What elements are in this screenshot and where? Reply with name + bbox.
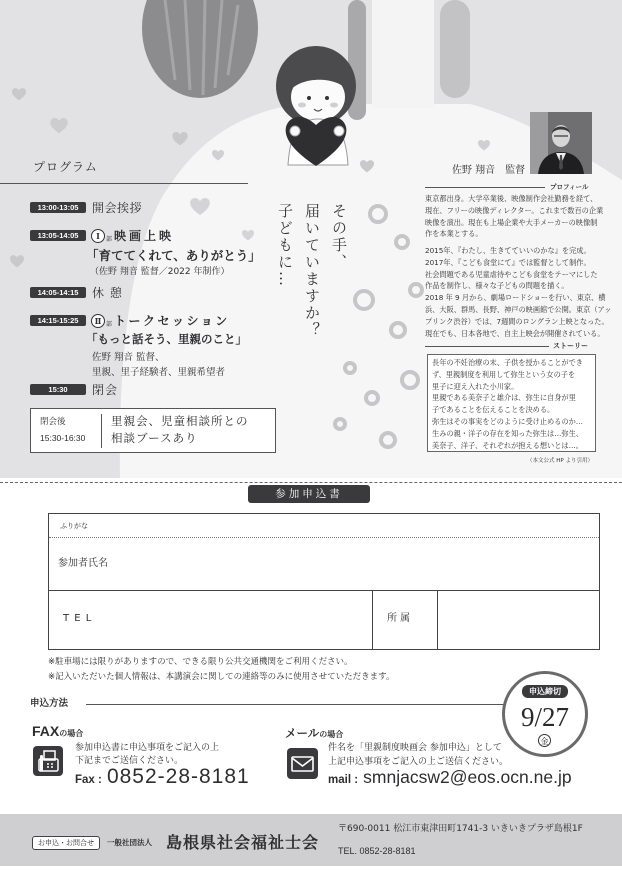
profile-line: プリンク渋谷）では、7週間のロングラン上映となった。: [425, 316, 609, 326]
story-line: 里子に迎え入れた小川家。: [432, 381, 519, 391]
fax-heading: [32, 723, 83, 739]
profile-line: 作を本業とする。: [425, 229, 483, 239]
film-credit: （佐野 翔音 監督／2022 年制作）: [90, 267, 230, 277]
part1-numeral: Ⅰ: [91, 229, 105, 243]
mail-icon: [287, 748, 318, 779]
part1-suffix: 部: [106, 236, 113, 243]
fax-number-label: Fax :: [75, 774, 102, 786]
story-line: ず、里親制度を利用して弥生という女の子を: [432, 369, 576, 379]
furigana-divider: [49, 537, 599, 538]
name-label: 参加者氏名: [58, 558, 108, 569]
application-heading: 申込方法: [30, 698, 69, 709]
deadline-label: 申込締切: [522, 685, 568, 698]
time-badge-break: 14:05-14:15: [30, 287, 86, 298]
organization-tel: TEL. 0852-28-8181: [338, 846, 416, 856]
adult-arm-right: [440, 0, 470, 98]
fax-instruction-2: 下記までご送信ください。: [75, 756, 184, 766]
part2-suffix: 部: [106, 321, 113, 328]
story-source-note: （本文公式 HP より引用）: [527, 458, 593, 464]
mail-address-row: [328, 769, 572, 787]
application-form: [48, 513, 600, 650]
story-line: 長年の不妊治療の末、子供を授かることができ: [432, 358, 583, 367]
girl-eye-right: [325, 96, 329, 100]
profile-line: 現在でも、日本各地で、自主上映会が開催されている。: [425, 328, 605, 338]
application-heading-rule: [86, 704, 504, 705]
catchphrase-line-3: 子どもに…: [276, 203, 294, 288]
girl-eye-left: [307, 96, 311, 100]
profile-heading-rule: [425, 187, 545, 188]
mail-heading-suffix: の場合: [319, 730, 344, 739]
story-line: 里親である美奈子と雄介は、弥生に自身が里: [432, 393, 576, 403]
profile-line: 2015年、『わたし、生きてていいのかな』を完成。: [425, 246, 591, 255]
girl-cheek-right: [330, 103, 338, 108]
speaker-line-1: 佐野 翔音 監督、: [92, 352, 165, 363]
program-item-closing: 閉会: [92, 383, 119, 397]
fax-number-row: [75, 766, 250, 787]
fax-heading-title: FAX: [32, 723, 60, 739]
note-parking: ※駐車場には限りがありますので、できる限り公共交通機関をご利用ください。: [48, 657, 353, 667]
mail-heading: [285, 724, 343, 740]
fax-icon-handset: [40, 755, 43, 771]
fax-heading-suffix: の場合: [59, 729, 84, 738]
organization-type: 一般社団法人: [107, 838, 152, 847]
organization-name: 島根県社会福祉士会: [166, 833, 320, 852]
time-badge-closing: 15:30: [30, 384, 86, 395]
program-item-break: 休 憩: [92, 286, 123, 300]
contact-badge: お申込・お問合せ: [32, 836, 100, 850]
story-heading: ストーリー: [553, 342, 588, 350]
mail-address-label: mail :: [328, 774, 359, 786]
profile-heading: プロフィール: [550, 183, 589, 191]
part2-numeral: Ⅱ: [91, 314, 105, 328]
girl-hand-left: [290, 126, 300, 136]
after-event-label: 閉会後: [40, 417, 66, 427]
program-heading: プログラム: [33, 160, 98, 174]
program-item-opening: 開会挨拶: [92, 201, 143, 215]
director-name: 佐野 翔音 監督: [452, 165, 526, 176]
after-event-line-1: 里親会、児童相談所との: [111, 414, 249, 428]
story-text: [432, 357, 583, 451]
time-badge-opening: 13:00-13:05: [30, 202, 86, 213]
profile-line: 映像を演出。現在も上場企業や大手メーカーの映像制: [425, 217, 598, 227]
program-heading-rule: [0, 183, 248, 184]
after-event-line-2: 相談ブースあり: [111, 431, 198, 445]
note-privacy: ※記入いただいた個人情報は、本講演会に関しての連絡等のみに使用させていただきます。: [48, 672, 395, 682]
adult-sleeve: [372, 0, 434, 108]
affiliation-divider: [437, 590, 438, 649]
furigana-label: ふりがな: [60, 522, 88, 530]
story-line: 子であることを伝えることを決める。: [432, 405, 555, 415]
profile-paragraph-1: [425, 193, 603, 240]
program-item-screening: 映画上映: [114, 229, 175, 243]
fax-icon: [33, 746, 63, 776]
mail-heading-title: メール: [285, 726, 320, 740]
profile-line: 東京都出身。大学卒業後、映像制作会社勤務を経て、: [425, 194, 598, 203]
time-badge-part1: 13:05-14:05: [30, 230, 86, 241]
deadline-weekday: 金: [538, 734, 551, 747]
organization-address: 〒690-0011 松江市東津田町1741-3 いきいきプラザ島根1F: [338, 824, 583, 834]
story-heading-rule: [425, 346, 549, 347]
tel-label: T E L: [63, 613, 93, 624]
deadline-date: 9/27: [520, 702, 569, 732]
catchphrase-line-1: その手、: [330, 203, 348, 271]
girl-hand-right: [334, 126, 344, 136]
profile-line: 2018 年 9 月から、劇場ロードショーを行い、東京、横: [425, 293, 606, 303]
tel-divider: [372, 590, 373, 649]
fax-instruction-1: 参加申込書に申込事項をご記入の上: [75, 743, 220, 753]
profile-paragraph-2: [425, 245, 611, 339]
catchphrase-line-2: 届いていますか？: [303, 203, 321, 339]
profile-line: 現在、フリーの映像ディレクター。これまで数百の企業: [425, 205, 604, 215]
after-event-box: [30, 408, 276, 453]
catchphrase: [271, 203, 352, 353]
director-photo: [530, 112, 592, 174]
name-row-divider: [49, 590, 599, 591]
time-badge-part2: 14:15-15:25: [30, 315, 86, 326]
profile-line: 社会問題である児童虐待やこども食堂をテーマにした: [425, 269, 598, 279]
story-line: 弥生はその事実をどのように受け止めるのか…: [432, 416, 583, 426]
deadline-circle: [502, 671, 588, 757]
girl-cheek-left: [298, 103, 306, 108]
speaker-line-2: 里親、里子経験者、里親希望者: [92, 367, 226, 378]
film-title: 「育ててくれて、ありがとう」: [86, 248, 261, 263]
mail-instruction-1: 件名を「里親制度映画会 参加申込」として: [328, 743, 502, 753]
story-line: 美奈子、洋子、それぞれが抱える想いとは…。: [432, 440, 583, 450]
story-line: 生みの親・洋子の存在を知った弥生は…弥生、: [432, 428, 583, 438]
form-title: 参加申込書: [248, 485, 370, 503]
profile-line: 浜、大阪、群馬、長野、神戸の映画館で公開。東京（アッ: [425, 304, 612, 314]
profile-line: 作品を制作し、様々な子どもの問題を描く。: [425, 281, 569, 291]
mail-instruction-2: 上記申込事項をご記入の上ご送信ください。: [328, 757, 509, 767]
program-item-talk-session: トークセッション: [114, 314, 230, 328]
mail-address: smnjacsw2@eos.ocn.ne.jp: [363, 767, 572, 787]
after-event-time: 15:30-16:30: [40, 433, 86, 443]
fax-number: 0852-28-8181: [106, 765, 250, 788]
session-title: 「もっと話そう、里親のこと」: [86, 332, 247, 346]
affiliation-label: 所 属: [387, 613, 411, 624]
cut-line: [0, 482, 622, 483]
after-event-divider: [101, 414, 102, 448]
profile-line: 2017年、『こども食堂にて』では監督として制作。: [425, 257, 591, 267]
